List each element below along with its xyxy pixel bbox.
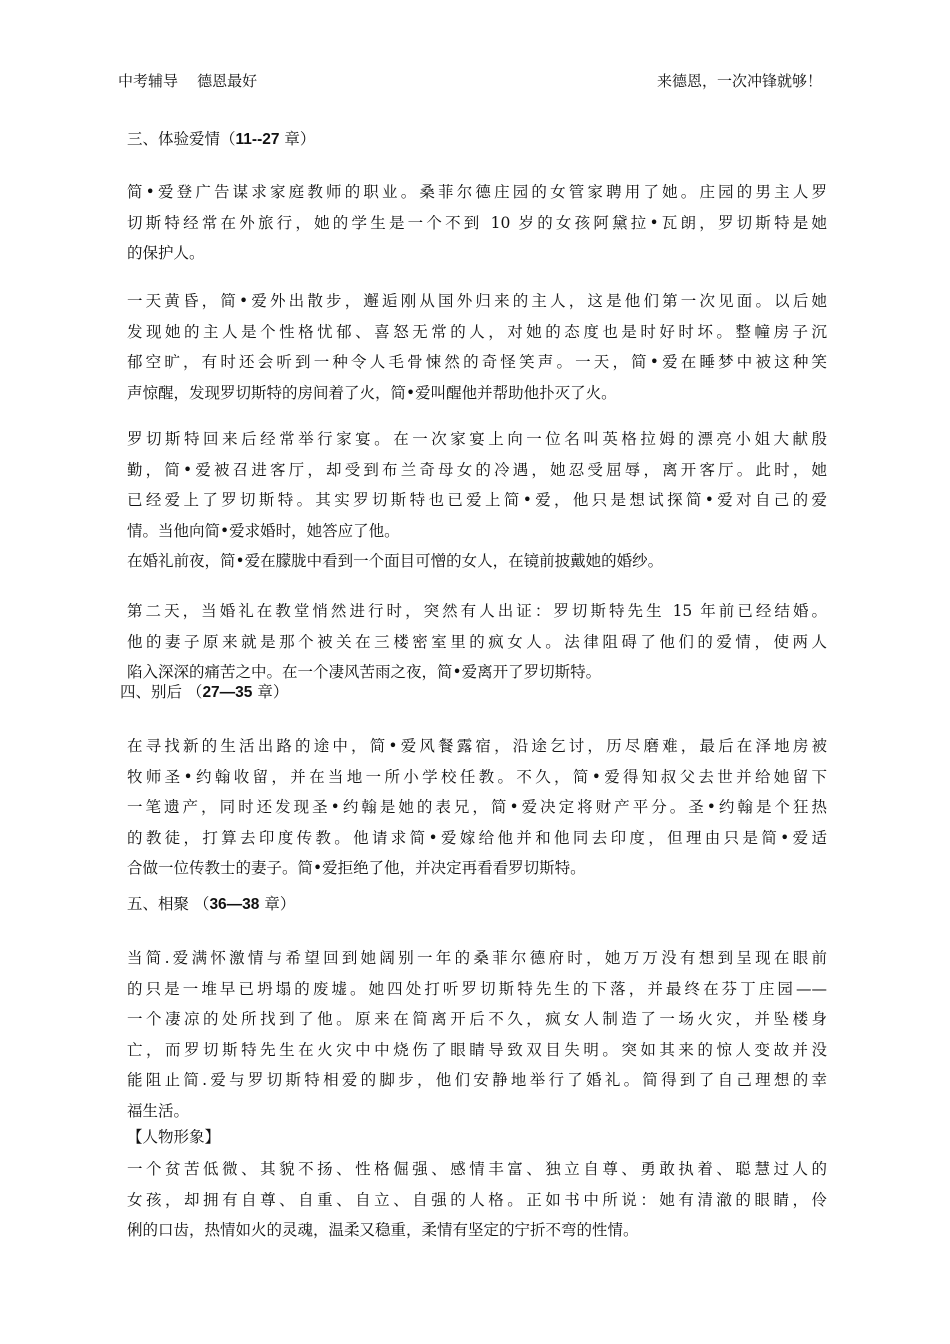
paragraph-line: 亡，而罗切斯特先生在火灾中中烧伤了眼睛导致双目失明。突如其来的惊人变故并没 [127, 1040, 827, 1059]
section-heading-range: 11--27 [235, 131, 280, 148]
paragraph-line: 勤，简•爱被召进客厅，却受到布兰奇母女的冷遇，她忍受屈辱，离开客厅。此时，她 [127, 460, 827, 479]
paragraph [127, 177, 827, 269]
paragraph-line: 第二天，当婚礼在教堂悄然进行时，突然有人出证：罗切斯特先生 15 年前已经结婚。 [127, 602, 827, 620]
paragraph-line: 牧师圣•约翰收留，并在当地一所小学校任教。不久，简•爱得知叔父去世并给她留下 [127, 767, 827, 786]
paragraph-line: 俐的口齿，热情如火的灵魂，温柔又稳重，柔情有坚定的宁折不弯的性情。 [127, 1221, 639, 1239]
paragraph-line: 合做一位传教士的妻子。简•爱拒绝了他，并决定再看看罗切斯特。 [127, 859, 586, 877]
paragraph-line: 郁空旷，有时还会听到一种令人毛骨悚然的奇怪笑声。一天，简•爱在睡梦中被这种笑 [127, 353, 827, 371]
section-heading-prefix: 五、相聚 （ [127, 895, 210, 913]
header-right-text: 来德恩，一次冲锋就够！ [656, 72, 822, 90]
paragraph-line: 的保护人。 [127, 244, 205, 262]
paragraph-line: 当简.爱满怀激情与希望回到她阔别一年的桑菲尔德府时，她万万没有想到呈现在眼前 [127, 949, 827, 967]
paragraph-line: 一笔遗产，同时还发现圣•约翰是她的表兄，简•爱决定将财产平分。圣•约翰是个狂热 [127, 798, 827, 816]
paragraph-line: 在婚礼前夜，简•爱在朦胧中看到一个面目可憎的女人，在镜前披戴她的婚纱。 [127, 552, 664, 570]
paragraph [127, 731, 827, 884]
paragraph-line: 切斯特经常在外旅行，她的学生是一个不到 10 岁的女孩阿黛拉•瓦朗，罗切斯特是她 [127, 213, 827, 232]
header-left-text: 中考辅导 德恩最好 [118, 72, 258, 90]
paragraph-line: 陷入深深的痛苦之中。在一个凄风苦雨之夜，简•爱离开了罗切斯特。 [127, 663, 602, 681]
character-heading: 【人物形象】 [127, 1128, 221, 1146]
section-heading-suffix: 章） [279, 130, 316, 148]
paragraph-line: 声惊醒，发现罗切斯特的房间着了火，简•爱叫醒他并帮助他扑灭了火。 [127, 383, 617, 402]
paragraph [127, 424, 827, 546]
paragraph-line: 的只是一堆早已坍塌的废墟。她四处打听罗切斯特先生的下落，并最终在芬丁庄园—— [127, 979, 827, 998]
section-heading-range: 36—38 [209, 896, 260, 913]
section-heading-suffix: 章） [252, 683, 289, 701]
paragraph-line: 福生活。 [127, 1101, 190, 1120]
section-heading-prefix: 四、别后 （ [120, 683, 203, 701]
paragraph-line: 已经爱上了罗切斯特。其实罗切斯特也已爱上简•爱，他只是想试探简•爱对自己的爱 [127, 491, 827, 509]
paragraph-line: 一天黄昏，简•爱外出散步，邂逅刚从国外归来的主人，这是他们第一次见面。以后她 [127, 292, 827, 310]
paragraph-line: 发现她的主人是个性格忧郁、喜怒无常的人，对她的态度也是时好时坏。整幢房子沉 [127, 322, 827, 341]
paragraph-line: 简•爱登广告谋求家庭教师的职业。桑菲尔德庄园的女管家聘用了她。庄园的男主人罗 [127, 183, 827, 201]
section-heading-4 [120, 681, 288, 704]
paragraph-line: 的教徒，打算去印度传教。他请求简•爱嫁给他并和他同去印度，但理由只是简•爱适 [127, 828, 827, 847]
section-heading-range: 27—35 [202, 684, 253, 701]
paragraph-line: 女孩，却拥有自尊、自重、自立、自强的人格。正如书中所说：她有清澈的眼睛，伶 [127, 1190, 827, 1209]
paragraph-line: 在寻找新的生活出路的途中，简•爱风餐露宿，沿途乞讨，历尽磨难，最后在泽地房被 [127, 737, 827, 755]
section-heading-5 [127, 893, 295, 916]
paragraph-line: 一个凄凉的处所找到了他。原来在简离开后不久，疯女人制造了一场火灾，并坠楼身 [127, 1010, 827, 1028]
paragraph [127, 943, 827, 1126]
section-heading-3 [127, 128, 315, 151]
paragraph [127, 596, 827, 688]
paragraph-line: 情。当他向简•爱求婚时，她答应了他。 [127, 521, 400, 540]
paragraph [127, 286, 827, 408]
paragraph-line: 他的妻子原来就是那个被关在三楼密室里的疯女人。法律阻碍了他们的爱情，使两人 [127, 632, 827, 651]
section-heading-suffix: 章） [259, 895, 296, 913]
paragraph-line: 能阻止简.爱与罗切斯特相爱的脚步，他们安静地举行了婚礼。简得到了自己理想的幸 [127, 1071, 827, 1089]
paragraph [127, 546, 827, 577]
section-heading-prefix: 三、体验爱情（ [127, 130, 236, 148]
paragraph-line: 一个贫苦低微、其貌不扬、性格倔强、感情丰富、独立自尊、勇敢执着、聪慧过人的 [127, 1160, 827, 1178]
paragraph-line: 罗切斯特回来后经常举行家宴。在一次家宴上向一位名叫英格拉姆的漂亮小姐大献殷 [127, 430, 827, 448]
character-paragraph [127, 1154, 827, 1246]
